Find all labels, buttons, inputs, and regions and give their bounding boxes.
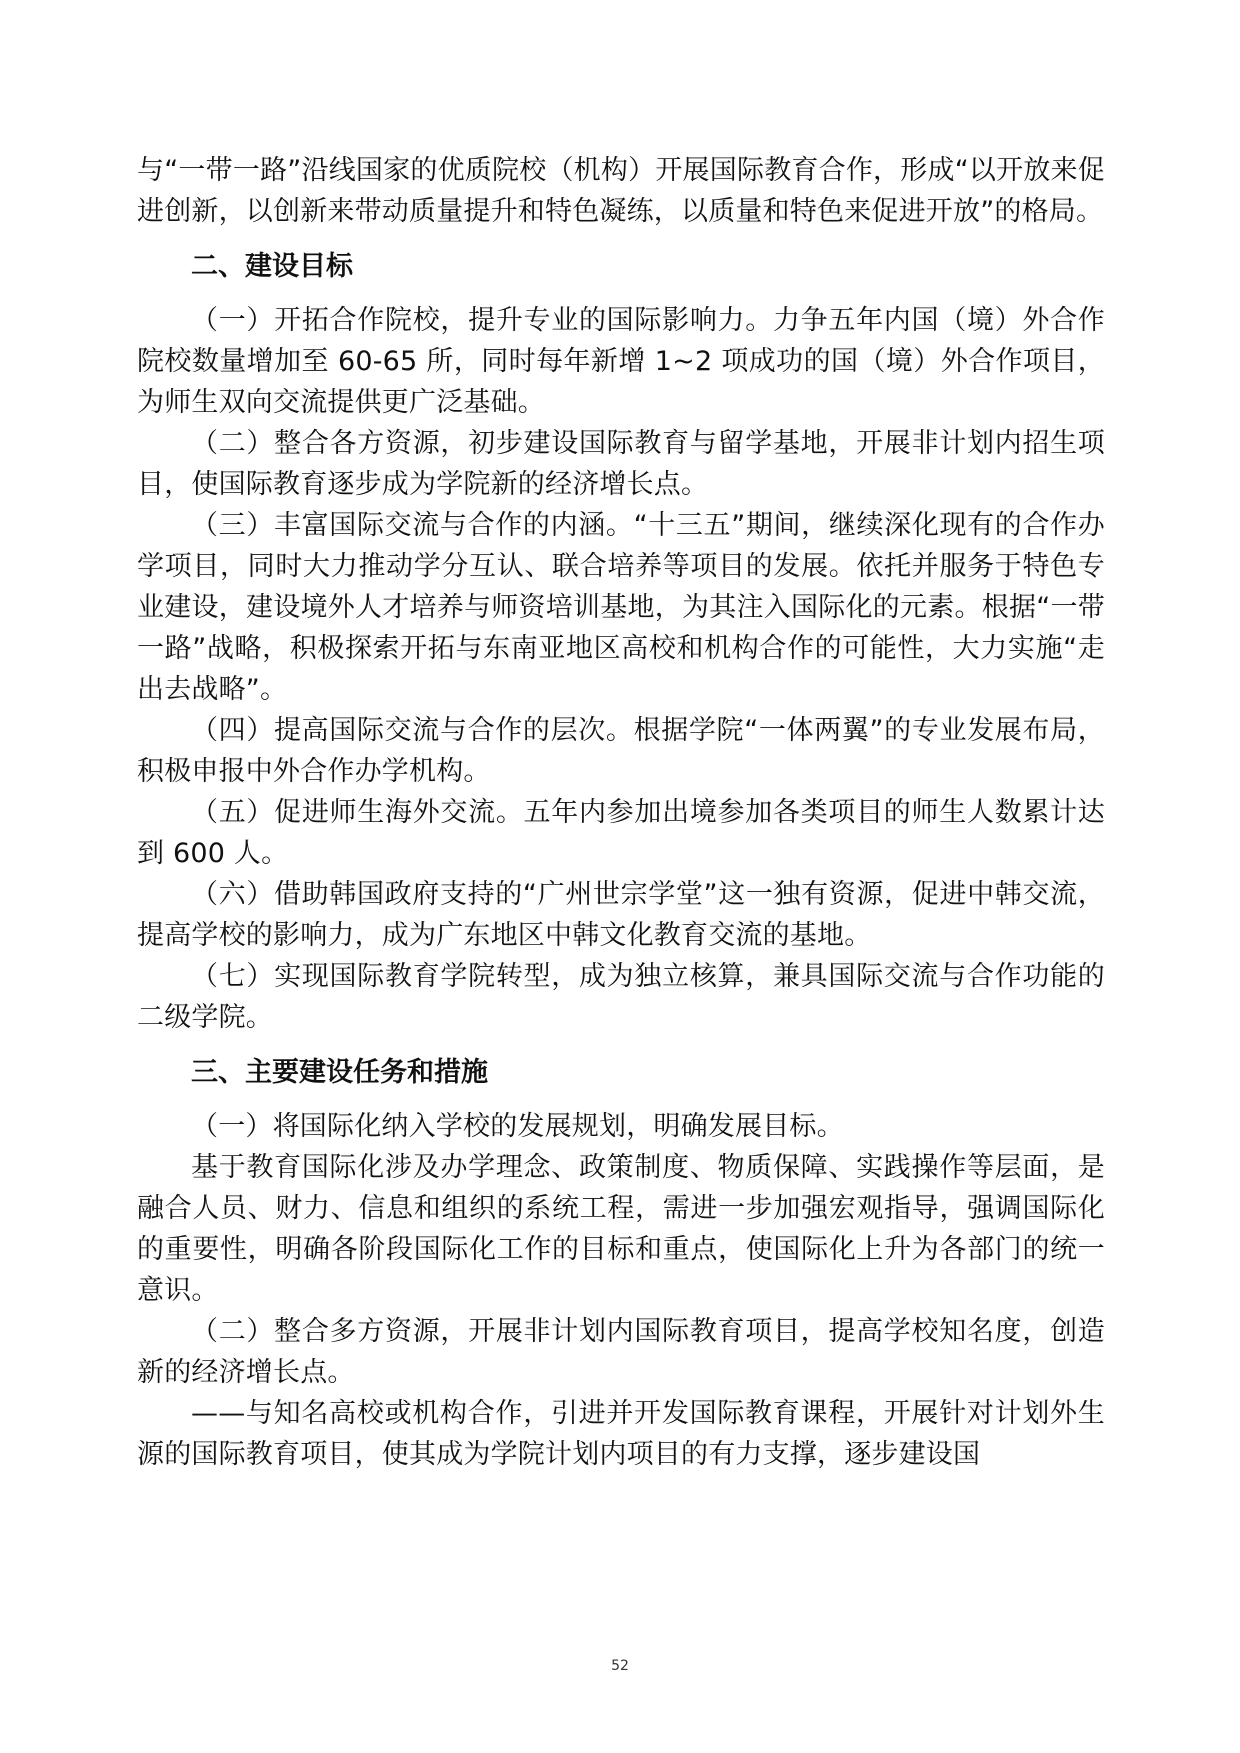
document-body [137, 150, 1105, 1475]
section-heading-tasks: 三、主要建设任务和措施 [191, 1057, 488, 1088]
paragraph-goal-1: （一）开拓合作院校，提升专业的国际影响力。力争五年内国（境）外合作院校数量增加至 60-65 所，同时每年新增 1~2 项成功的国（境）外合作项目，为师生双向交流提供更广泛基础。 [137, 305, 1105, 418]
paragraph-goal-6: （六）借助韩国政府支持的“广州世宗学堂”这一独有资源，促进中韩交流，提高学校的影响力，成为广东地区中韩文化教育交流的基地。 [137, 879, 1105, 951]
paragraph-task-1-detail: 基于教育国际化涉及办学理念、政策制度、物质保障、实践操作等层面，是融合人员、财力、信息和组织的系统工程，需进一步加强宏观指导，强调国际化的重要性，明确各阶段国际化工作的目标和重点，使国际化上升为各部门的统一意识。 [137, 1152, 1105, 1306]
paragraph-goal-3: （三）丰富国际交流与合作的内涵。“十三五”期间，继续深化现有的合作办学项目，同时大力推动学分互认、联合培养等项目的发展。依托并服务于特色专业建设，建设境外人才培养与师资培训基地，为其注入国际化的元素。根据“一带一路”战略，积极探索开拓与东南亚地区高校和机构合作的可能性，大力实施“走出去战略”。 [137, 510, 1105, 705]
paragraph-goal-5: （五）促进师生海外交流。五年内参加出境参加各类项目的师生人数累计达到 600 人。 [137, 797, 1105, 869]
paragraph-task-1: （一）将国际化纳入学校的发展规划，明确发展目标。 [191, 1111, 844, 1142]
section-heading-goals: 二、建设目标 [191, 251, 353, 282]
paragraph-intro: 与“一带一路”沿线国家的优质院校（机构）开展国际教育合作，形成“以开放来促进创新，以创新来带动质量提升和特色凝练，以质量和特色来促进开放”的格局。 [137, 155, 1105, 227]
paragraph-goal-2: （二）整合各方资源，初步建设国际教育与留学基地，开展非计划内招生项目，使国际教育逐步成为学院新的经济增长点。 [137, 428, 1105, 500]
paragraph-goal-4: （四）提高国际交流与合作的层次。根据学院“一体两翼”的专业发展布局，积极申报中外合作办学机构。 [137, 715, 1105, 787]
paragraph-task-2: （二）整合多方资源，开展非计划内国际教育项目，提高学校知名度，创造新的经济增长点。 [137, 1316, 1105, 1388]
paragraph-goal-7: （七）实现国际教育学院转型，成为独立核算，兼具国际交流与合作功能的二级学院。 [137, 961, 1105, 1033]
page-number: 52 [611, 1658, 629, 1674]
paragraph-task-2-detail: ——与知名高校或机构合作，引进并开发国际教育课程，开展针对计划外生源的国际教育项目，使其成为学院计划内项目的有力支撑，逐步建设国 [137, 1398, 1105, 1470]
